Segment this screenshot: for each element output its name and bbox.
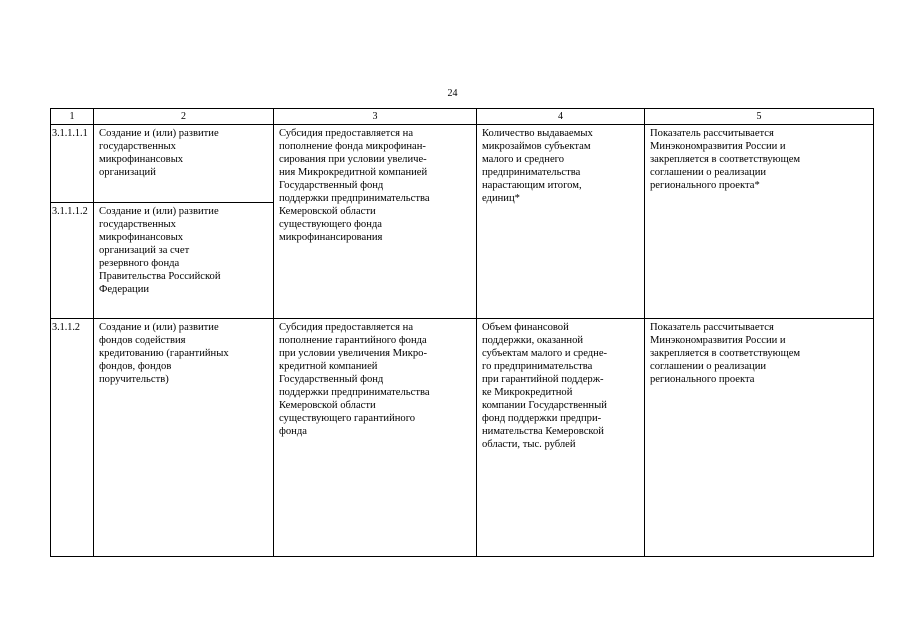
- header-col-4: 4: [477, 109, 645, 125]
- indicator-note: Показатель рассчитывается Минэкономразвития России и закрепляется в соответствующем соглашении о реализации регионального проекта*: [645, 125, 874, 319]
- result-indicator: Объем финансовой поддержки, оказанной субъектам малого и средне- го предпринимательства при гарантийной поддерж- ке Микрокредитной компании Государственный фонд поддержки предпри- нимательства Кемеровской области, тыс. рублей: [477, 319, 645, 557]
- table-row: [51, 125, 874, 203]
- event-name: Создание и (или) развитие государственных микрофинансовых организаций за счет резервного фонда Правительства Российской Федерации: [94, 203, 274, 319]
- event-name: Создание и (или) развитие государственных микрофинансовых организаций: [94, 125, 274, 203]
- subsidy-condition: Субсидия предоставляется на пополнение фонда микрофинан- сирования при условии увеличе- ния Микрокредитной компанией Государственный фонд поддержки предпринимательства Кемеровской области существующего фонда микрофинансирования: [274, 125, 477, 319]
- header-col-3: 3: [274, 109, 477, 125]
- row-number: 3.1.1.1.1: [51, 125, 94, 203]
- page-number: 24: [447, 88, 458, 99]
- row-number: 3.1.1.2: [51, 319, 94, 557]
- header-col-2: 2: [94, 109, 274, 125]
- document-table: [50, 108, 874, 557]
- header-col-5: 5: [645, 109, 874, 125]
- row-number: 3.1.1.1.2: [51, 203, 94, 319]
- event-name: Создание и (или) развитие фондов содействия кредитованию (гарантийных фондов, фондов поручительств): [94, 319, 274, 557]
- header-row: [51, 109, 874, 125]
- table-row: [51, 319, 874, 557]
- result-indicator: Количество выдаваемых микрозаймов субъектам малого и среднего предпринимательства нарастающим итогом, единиц*: [477, 125, 645, 319]
- subsidy-condition: Субсидия предоставляется на пополнение гарантийного фонда при условии увеличения Микро- кредитной компанией Государственный фонд поддержки предпринимательства Кемеровской области существующего гарантийного фонда: [274, 319, 477, 557]
- indicator-note: Показатель рассчитывается Минэкономразвития России и закрепляется в соответствующем соглашении о реализации регионального проекта: [645, 319, 874, 557]
- header-col-1: 1: [51, 109, 94, 125]
